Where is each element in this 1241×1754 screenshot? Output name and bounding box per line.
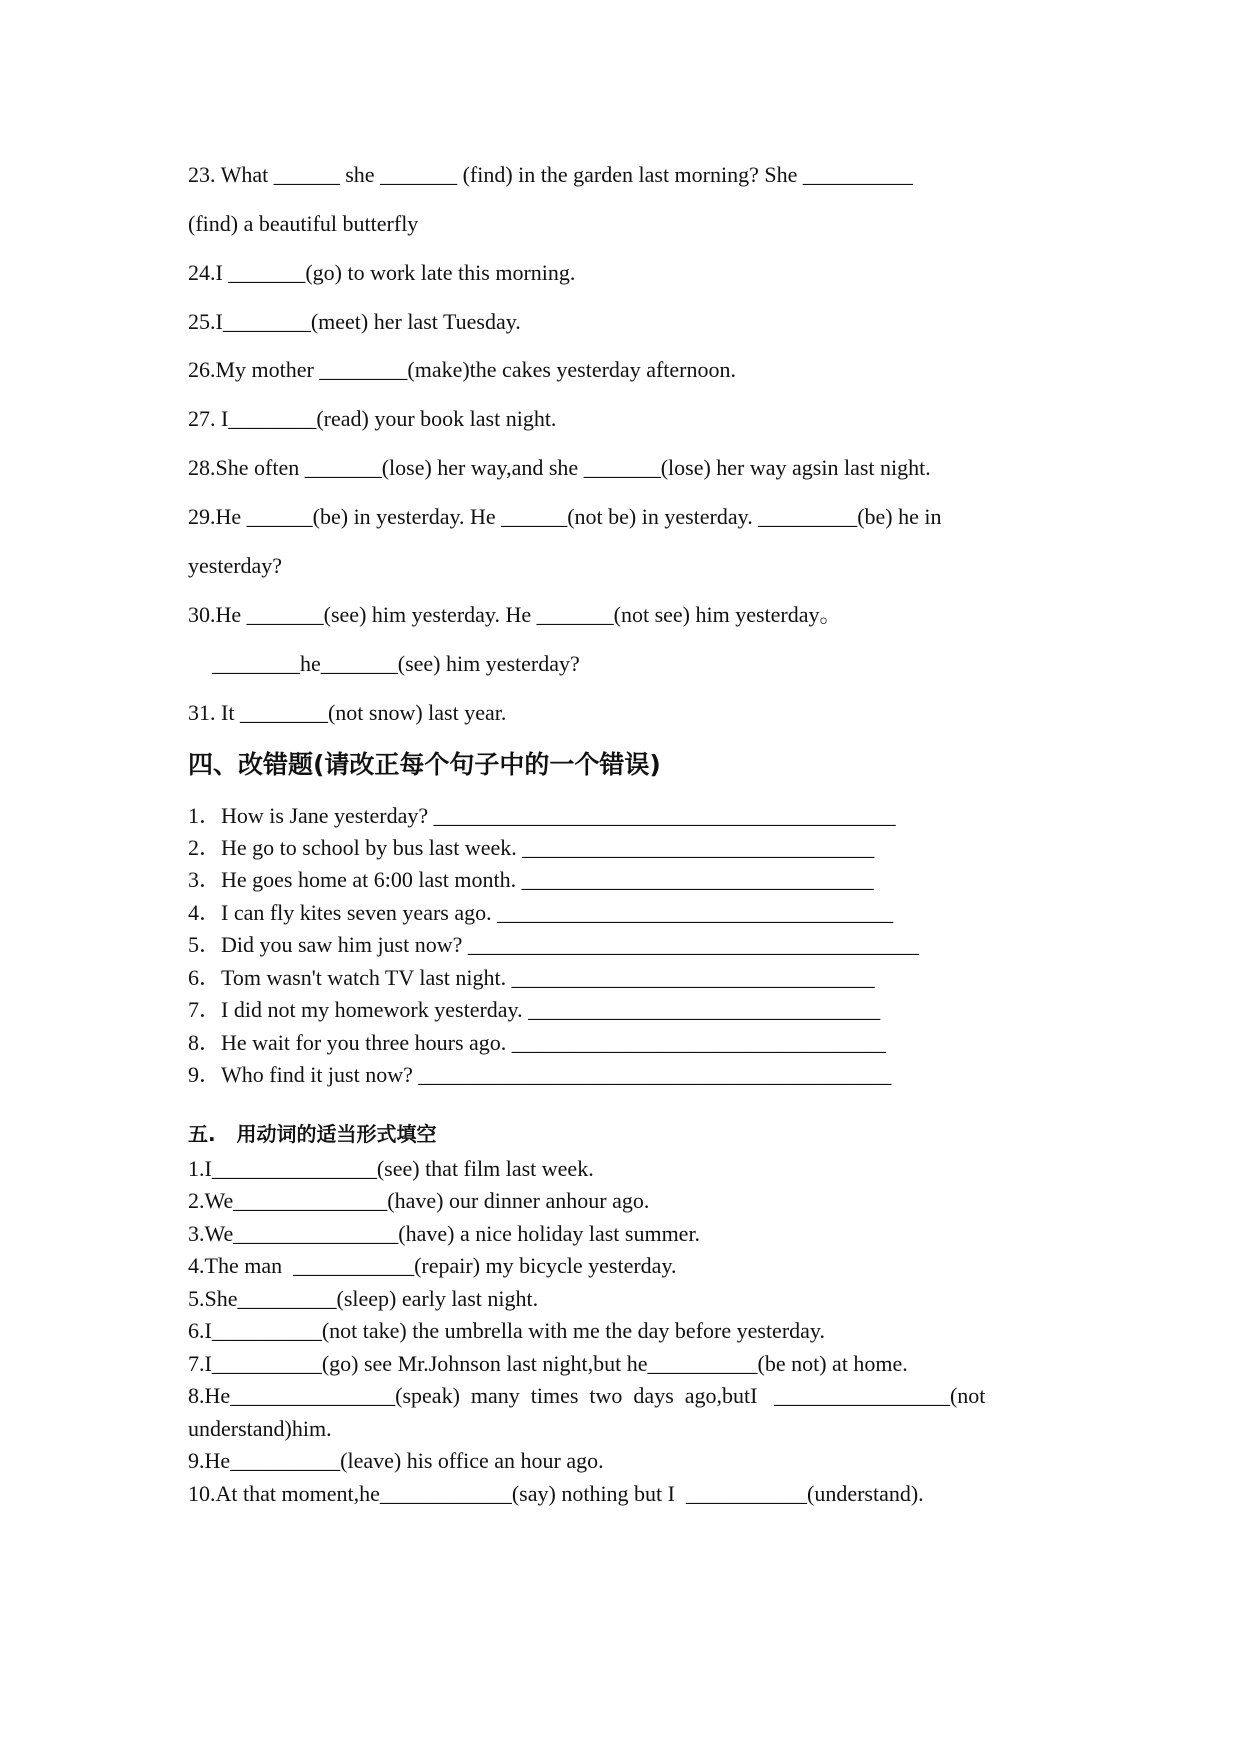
section-5-heading: 五. 用动词的适当形式填空 bbox=[188, 1122, 437, 1146]
question-28: 28.She often _______(lose) her way,and she _______(lose) her way agsin last night. bbox=[188, 455, 931, 480]
section-4-heading: 四、改错题(请改正每个句子中的一个错误) bbox=[188, 750, 661, 779]
correction-item-3: 3．He goes home at 6:00 last month. ________________________________ bbox=[188, 867, 874, 892]
verb-item-2: 2.We______________(have) our dinner anhour ago. bbox=[188, 1188, 650, 1213]
verb-item-1: 1.I_______________(see) that film last week. bbox=[188, 1156, 594, 1181]
verb-item-4: 4.The man ___________(repair) my bicycle yesterday. bbox=[188, 1253, 677, 1278]
verb-item-9: 9.He__________(leave) his office an hour ago. bbox=[188, 1448, 604, 1473]
correction-item-9: 9．Who find it just now? ___________________________________________ bbox=[188, 1062, 892, 1087]
verb-item-6: 6.I__________(not take) the umbrella with me the day before yesterday. bbox=[188, 1318, 825, 1343]
question-25: 25.I________(meet) her last Tuesday. bbox=[188, 309, 521, 334]
question-29-line1: 29.He ______(be) in yesterday. He ______(not be) in yesterday. _________(be) he in bbox=[188, 504, 942, 529]
question-23-line2: (find) a beautiful butterfly bbox=[188, 211, 419, 236]
correction-item-5: 5．Did you saw him just now? _________________________________________ bbox=[188, 932, 919, 957]
verb-item-10: 10.At that moment,he____________(say) nothing but I ___________(understand). bbox=[188, 1481, 924, 1506]
verb-item-8-line2: understand)him. bbox=[188, 1416, 332, 1441]
question-31: 31. It ________(not snow) last year. bbox=[188, 700, 507, 725]
question-30-line2: ________he_______(see) him yesterday? bbox=[212, 651, 580, 676]
verb-item-8-line1: 8.He_______________(speak) many times two days ago,butI ________________(not bbox=[188, 1383, 986, 1408]
verb-item-7: 7.I__________(go) see Mr.Johnson last night,but he__________(be not) at home. bbox=[188, 1351, 908, 1376]
question-27: 27. I________(read) your book last night. bbox=[188, 406, 557, 431]
question-26: 26.My mother ________(make)the cakes yesterday afternoon. bbox=[188, 357, 736, 382]
verb-item-5: 5.She_________(sleep) early last night. bbox=[188, 1286, 539, 1311]
correction-item-8: 8．He wait for you three hours ago. __________________________________ bbox=[188, 1030, 886, 1055]
question-24: 24.I _______(go) to work late this morning. bbox=[188, 260, 576, 285]
question-29-line2: yesterday? bbox=[188, 553, 283, 578]
correction-item-2: 2．He go to school by bus last week. ________________________________ bbox=[188, 835, 875, 860]
correction-item-6: 6．Tom wasn't watch TV last night. _________________________________ bbox=[188, 965, 875, 990]
correction-item-1: 1．How is Jane yesterday? __________________________________________ bbox=[188, 803, 896, 828]
question-30-line1: 30.He _______(see) him yesterday. He _______(not see) him yesterday。 bbox=[188, 602, 842, 627]
correction-item-4: 4．I can fly kites seven years ago. ____________________________________ bbox=[188, 900, 894, 925]
correction-item-7: 7．I did not my homework yesterday. ________________________________ bbox=[188, 997, 881, 1022]
question-23-line1: 23. What ______ she _______ (find) in the garden last morning? She __________ bbox=[188, 162, 913, 187]
verb-item-3: 3.We_______________(have) a nice holiday last summer. bbox=[188, 1221, 701, 1246]
